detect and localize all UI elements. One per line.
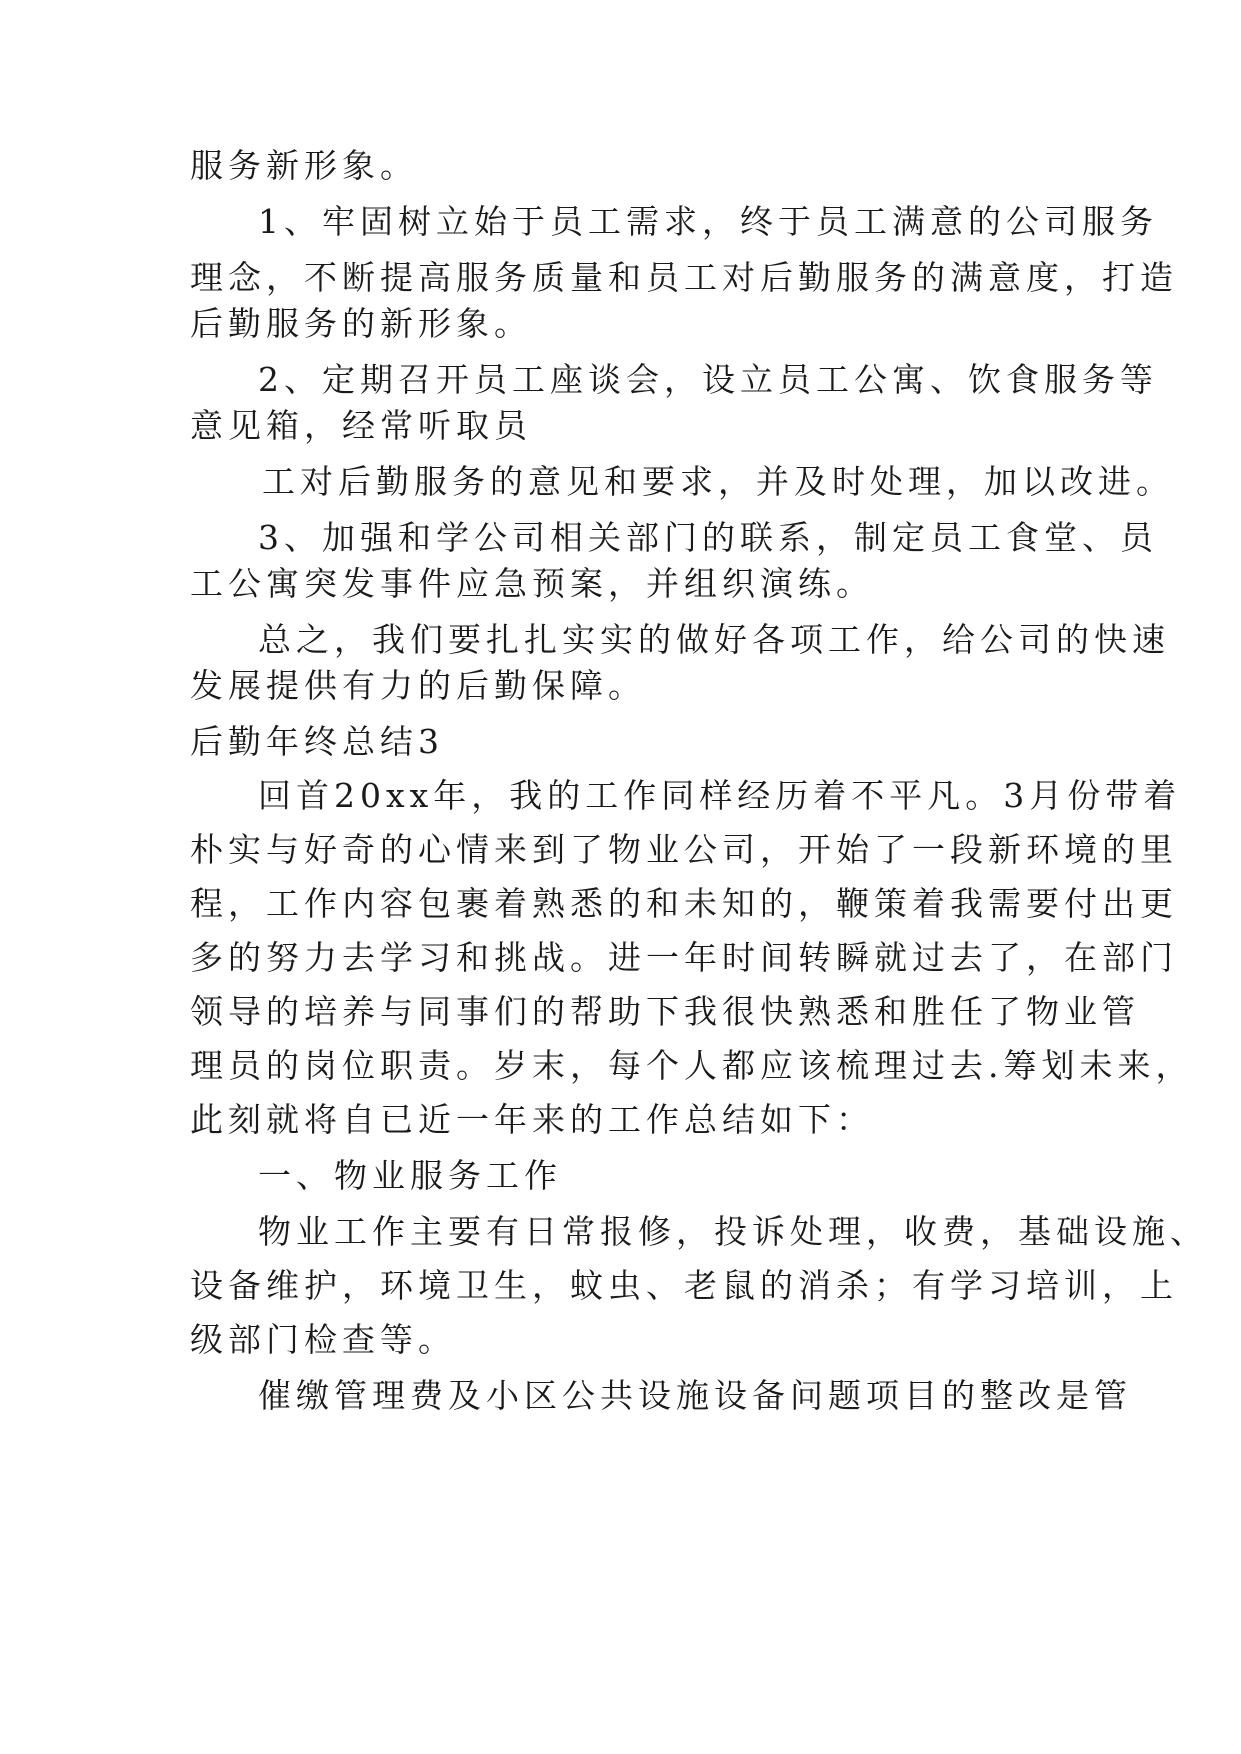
text-line: 朴实与好奇的心情来到了物业公司，开始了一段新环境的里: [190, 830, 1178, 869]
list-item-2: 2、定期召开员工座谈会，设立员工公寓、饮食服务等: [258, 360, 1158, 399]
paragraph-body: 催缴管理费及小区公共设施设备问题项目的整改是管: [258, 1376, 1132, 1415]
paragraph-body: 物业工作主要有日常报修，投诉处理，收费，基础设施、: [258, 1212, 1208, 1251]
text-line: 后勤服务的新形象。: [190, 304, 532, 343]
text-line: 服务新形象。: [190, 146, 418, 185]
text-line: 此刻就将自已近一年来的工作总结如下：: [190, 1100, 874, 1139]
text-line: 意见箱，经常听取员: [190, 406, 532, 445]
list-item-3: 3、加强和学公司相关部门的联系，制定员工食堂、员: [258, 518, 1158, 557]
text-line: 多的努力去学习和挑战。进一年时间转瞬就过去了，在部门: [190, 938, 1178, 977]
text-line: 工对后勤服务的意见和要求，并及时处理，加以改进。: [262, 462, 1174, 501]
text-line: 级部门检查等。: [190, 1320, 456, 1359]
text-line: 发展提供有力的后勤保障。: [190, 666, 646, 705]
text-line: 工公寓突发事件应急预案，并组织演练。: [190, 564, 874, 603]
paragraph-intro: 回首20xx年，我的工作同样经历着不平凡。3月份带着: [258, 776, 1182, 815]
text-line: 理念，不断提高服务质量和员工对后勤服务的满意度，打造: [190, 258, 1178, 297]
paragraph-summary: 总之，我们要扎扎实实的做好各项工作，给公司的快速: [258, 620, 1170, 659]
text-line: 理员的岗位职责。岁末，每个人都应该梳理过去.筹划未来，: [190, 1046, 1194, 1085]
list-item-1: 1、牢固树立始于员工需求，终于员工满意的公司服务: [258, 202, 1158, 241]
text-line: 程，工作内容包裹着熟悉的和未知的，鞭策着我需要付出更: [190, 884, 1178, 923]
text-line: 领导的培养与同事们的帮助下我很快熟悉和胜任了物业管: [190, 992, 1140, 1031]
section-heading: 后勤年终总结3: [190, 722, 444, 761]
text-line: 设备维护，环境卫生，蚊虫、老鼠的消杀；有学习培训，上: [190, 1266, 1178, 1305]
subsection-heading: 一、物业服务工作: [258, 1156, 562, 1195]
